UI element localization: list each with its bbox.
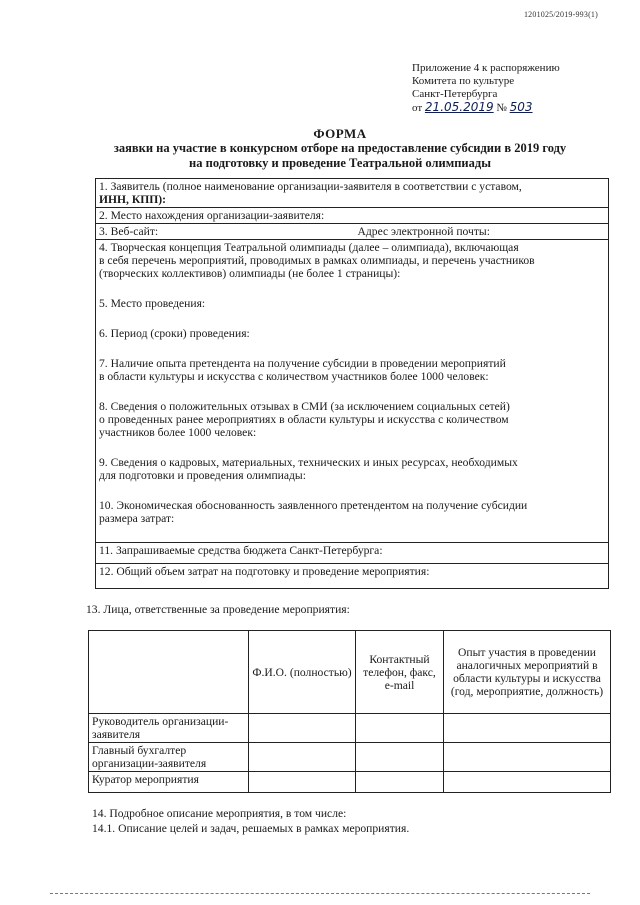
form-row-8-a: 8. Сведения о положительных отзывах в СМИ (за исключением социальных сетей) <box>99 400 510 413</box>
form-row-8-c: участников более 1000 человек: <box>99 426 257 439</box>
appendix-line-1: Приложение 4 к распоряжению <box>412 62 560 74</box>
resp-role-cell: Главный бухгалтер организации-заявителя <box>89 743 249 772</box>
resp-experience-cell[interactable] <box>444 772 611 793</box>
form-row-9-a: 9. Сведения о кадровых, материальных, технических и иных ресурсах, необходимых <box>99 456 518 469</box>
resp-experience-cell[interactable] <box>444 743 611 772</box>
resp-header-contact: Контактный телефон, факс, e-mail <box>356 631 444 714</box>
section-13-heading: 13. Лица, ответственные за проведение мероприятия: <box>86 603 350 616</box>
form-cell-applicant[interactable] <box>96 179 609 208</box>
resp-experience-cell[interactable] <box>444 714 611 743</box>
form-cell-location[interactable]: 2. Место нахождения организации-заявителя: <box>96 208 609 224</box>
section-14-line-1: 14. Подробное описание мероприятия, в том числе: <box>92 807 347 820</box>
handwritten-date: 21.05.2019 <box>424 100 494 114</box>
form-row-7-b: в области культуры и искусства с количеством участников более 1000 человек: <box>99 370 489 383</box>
form-row-4-b: в себя перечень мероприятий, проводимых в рамках олимпиады, и перечень участников <box>99 254 535 267</box>
resp-header-role <box>89 631 249 714</box>
resp-name-cell[interactable] <box>249 743 356 772</box>
form-cell-details[interactable] <box>96 240 609 543</box>
resp-contact-cell[interactable] <box>356 743 444 772</box>
resp-table-header-row <box>89 631 611 714</box>
appendix-header <box>412 62 560 115</box>
title-line-2: заявки на участие в конкурсном отборе на предоставление субсидии в 2019 году <box>113 141 567 155</box>
form-row-5: 5. Место проведения: <box>99 297 206 310</box>
date-prefix: от <box>412 102 423 114</box>
website-label: 3. Веб-сайт: <box>99 225 159 238</box>
form-row-1 <box>96 179 609 208</box>
resp-header-name: Ф.И.О. (полностью) <box>249 631 356 714</box>
resp-header-experience: Опыт участия в проведении аналогичных мероприятий в области культуры и искусства (год, мероприятие, должность) <box>444 631 611 714</box>
form-row-8-b: о проведенных ранее мероприятиях в области культуры и искусства с количеством <box>99 413 509 426</box>
form-row-1-text-a: 1. Заявитель (полное наименование организации-заявителя в соответствии с уставом, <box>99 180 522 193</box>
page-bottom-rule <box>50 893 590 894</box>
resp-table-row <box>89 772 611 793</box>
email-label: Адрес электронной почты: <box>357 225 490 238</box>
form-cell-total-costs[interactable]: 12. Общий объем затрат на подготовку и проведение мероприятия: <box>96 564 609 589</box>
form-row-6: 6. Период (сроки) проведения: <box>99 327 250 340</box>
resp-name-cell[interactable] <box>249 772 356 793</box>
form-row-4-10 <box>96 240 609 543</box>
form-row-3 <box>96 224 609 240</box>
resp-role-cell: Куратор мероприятия <box>89 772 249 793</box>
form-row-11 <box>96 543 609 564</box>
form-row-10-b: размера затрат: <box>99 512 175 525</box>
title-line-3: на подготовку и проведение Театральной олимпиады <box>189 156 491 170</box>
application-form-table <box>95 178 609 589</box>
responsible-persons-table <box>88 630 611 793</box>
resp-table-row <box>89 714 611 743</box>
number-prefix: № <box>496 102 507 114</box>
title-main: ФОРМА <box>313 126 367 141</box>
form-cell-budget[interactable]: 11. Запрашиваемые средства бюджета Санкт-Петербурга: <box>96 543 609 564</box>
form-title <box>60 126 620 171</box>
form-row-4-c: (творческих коллективов) олимпиады (не более 1 страницы): <box>99 267 401 280</box>
resp-name-cell[interactable] <box>249 714 356 743</box>
appendix-line-2: Комитета по культуре <box>412 75 515 87</box>
resp-contact-cell[interactable] <box>356 714 444 743</box>
form-row-1-text-b: ИНН, КПП): <box>99 193 167 206</box>
form-cell-web[interactable] <box>96 224 609 240</box>
appendix-date-line <box>412 101 560 115</box>
section-14 <box>92 806 409 836</box>
form-row-10-a: 10. Экономическая обоснованность заявленного претендентом на получение субсидии <box>99 499 528 512</box>
form-row-12 <box>96 564 609 589</box>
section-14-line-2: 14.1. Описание целей и задач, решаемых в рамках мероприятия. <box>92 822 410 835</box>
form-row-4-a: 4. Творческая концепция Театральной олимпиады (далее – олимпиада), включающая <box>99 241 519 254</box>
resp-contact-cell[interactable] <box>356 772 444 793</box>
appendix-line-3: Санкт-Петербурга <box>412 88 498 100</box>
form-row-9-b: для подготовки и проведения олимпиады: <box>99 469 306 482</box>
form-row-2 <box>96 208 609 224</box>
resp-role-cell: Руководитель организации-заявителя <box>89 714 249 743</box>
document-id: 1201025/2019-993(1) <box>523 10 598 19</box>
form-row-7-a: 7. Наличие опыта претендента на получение субсидии в проведении мероприятий <box>99 357 506 370</box>
resp-table-row <box>89 743 611 772</box>
handwritten-number: 503 <box>509 100 533 114</box>
